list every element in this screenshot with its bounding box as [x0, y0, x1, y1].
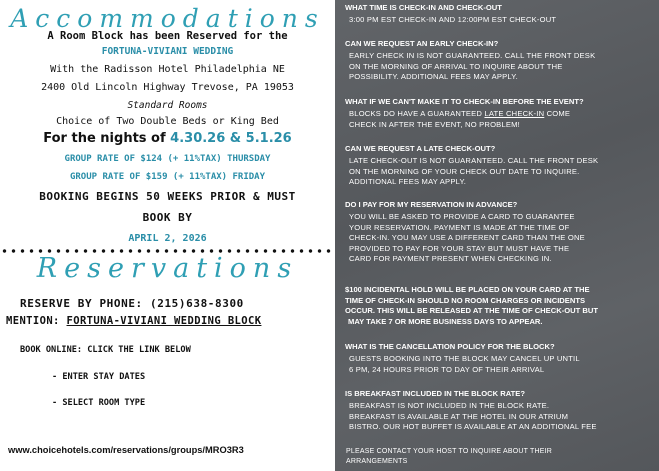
faq-question: WHAT IF WE CAN'T MAKE IT TO CHECK-IN BEFORE THE EVENT?	[345, 97, 584, 106]
nights-dates: 4.30.26 & 5.1.26	[170, 131, 292, 146]
book-by-date: APRIL 2, 2026	[128, 233, 207, 244]
faq-answer: BREAKFAST IS NOT INCLUDED IN THE BLOCK RATE. BREAKFAST IS AVAILABLE AT THE HOTEL IN OUR ATRIUM BISTRO. OUR HOT BUFFET IS AVAILABLE AT AN ADDITIONAL FEE	[349, 401, 597, 432]
step-select-room: - SELECT ROOM TYPE	[52, 398, 146, 408]
faq-answer: LATE CHECK-OUT IS NOT GUARANTEED. CALL THE FRONT DESK ON THE MORNING OF YOUR CHECK OUT DATE TO INQUIRE. ADDITIONAL FEES MAY APPLY.	[349, 156, 599, 187]
mention-label: MENTION:	[6, 315, 60, 327]
faq-incidental: $100 INCIDENTAL HOLD WILL BE PLACED ON YOUR CARD AT THE TIME OF CHECK-IN SHOULD NO ROOM CHARGES OR INCIDENTS OCCUR. THIS WILL BE RELEASED AT THE TIME OF CHECK-OUT BUT MAY TAKE 7 OR MORE BUSINESS DAYS TO APPEAR.	[345, 285, 598, 326]
mention-value: FORTUNA-VIVIANI WEDDING BLOCK	[66, 315, 262, 327]
room-type: Standard Rooms	[127, 100, 208, 111]
bed-choice: Choice of Two Double Beds or King Bed	[56, 116, 279, 127]
faq-question: DO I PAY FOR MY RESERVATION IN ADVANCE?	[345, 200, 518, 209]
booking-begins: BOOKING BEGINS 50 WEEKS PRIOR & MUST	[39, 190, 296, 203]
book-by-label: BOOK BY	[142, 211, 193, 224]
faq-question: WHAT TIME IS CHECK-IN AND CHECK-OUT	[345, 3, 502, 12]
contact-host-note: PLEASE CONTACT YOUR HOST TO INQUIRE ABOUT THEIR ARRANGEMENTS	[346, 448, 552, 465]
accommodations-heading: Accommodations	[10, 4, 325, 33]
event-name: FORTUNA-VIVIANI WEDDING	[101, 46, 234, 57]
rate-friday: GROUP RATE OF $159 (+ 11%TAX) FRIDAY	[69, 172, 266, 182]
hotel-line: With the Radisson Hotel Philadelphia NE	[50, 64, 285, 75]
nights-label: For the nights of	[43, 131, 166, 146]
faq-answer: BLOCKS DO HAVE A GUARANTEED LATE CHECK-IN COME CHECK IN AFTER THE EVENT, NO PROBLEM!	[349, 109, 571, 129]
reservations-heading: Reservations	[36, 253, 299, 284]
faq-answer: GUESTS BOOKING INTO THE BLOCK MAY CANCEL UP UNTIL 6 PM, 24 HOURS PRIOR TO DAY OF THEIR ARRIVAL	[349, 354, 580, 374]
faq-question: CAN WE REQUEST A LATE CHECK-OUT?	[345, 144, 496, 153]
mention-line	[6, 315, 261, 327]
faq-answer: YOU WILL BE ASKED TO PROVIDE A CARD TO GUARANTEE YOUR RESERVATION. PAYMENT IS MADE AT THE TIME OF CHECK-IN. YOU MAY USE A DIFFERENT CARD THAN THE ONE PROVIDED TO PAY FOR YOUR STAY BUT MUST HAVE THE CARD FOR PAYMENT PRESENT WHEN CHECKING IN.	[349, 212, 585, 264]
faq-question: IS BREAKFAST INCLUDED IN THE BLOCK RATE?	[345, 389, 525, 398]
nights-line	[0, 131, 335, 146]
intro-text: A Room Block has been Reserved for the	[47, 30, 288, 42]
faq-question: CAN WE REQUEST AN EARLY CHECK-IN?	[345, 39, 499, 48]
faq-answer: EARLY CHECK IN IS NOT GUARANTEED. CALL THE FRONT DESK ON THE MORNING OF ARRIVAL TO INQUIRE ABOUT THE POSSIBILITY. ADDITIONAL FEES MAY APPLY.	[349, 51, 596, 82]
phone-line[interactable]: RESERVE BY PHONE: (215)638-8300	[20, 297, 244, 310]
step-enter-dates: - ENTER STAY DATES	[52, 372, 146, 382]
faq-question: WHAT IS THE CANCELLATION POLICY FOR THE BLOCK?	[345, 342, 555, 351]
hotel-address: 2400 Old Lincoln Highway Trevose, PA 19053	[41, 82, 294, 93]
rate-thursday: GROUP RATE OF $124 (+ 11%TAX) THURSDAY	[64, 154, 271, 164]
online-line: BOOK ONLINE: CLICK THE LINK BELOW	[20, 345, 191, 355]
booking-link[interactable]: www.choicehotels.com/reservations/groups/MRO3R3	[8, 445, 244, 455]
faq-answer: 3:00 PM EST CHECK-IN AND 12:00PM EST CHECK-OUT	[349, 15, 557, 24]
